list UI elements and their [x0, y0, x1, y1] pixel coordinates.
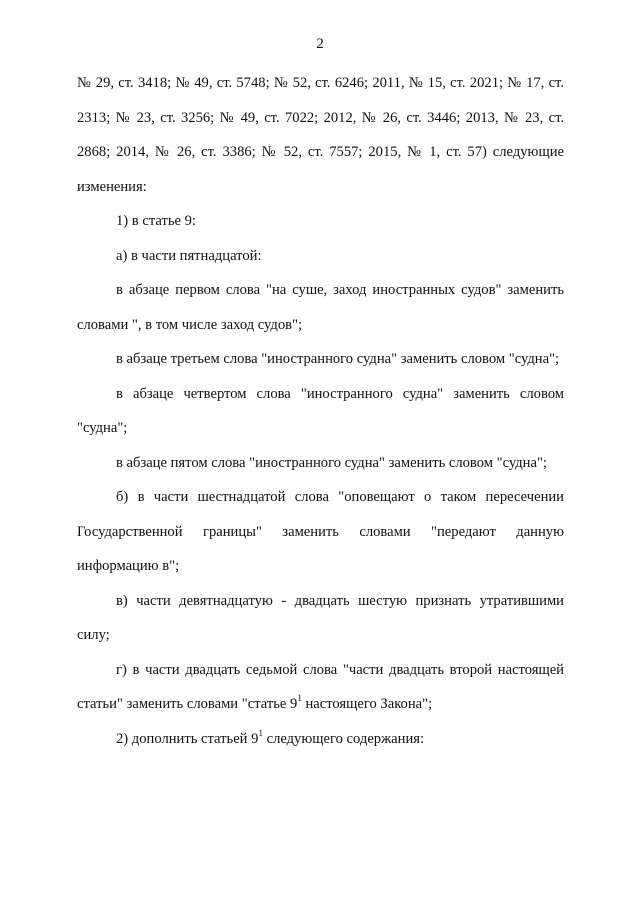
paragraph-abzac-1: в абзаце первом слова "на суше, заход иностранных судов" заменить словами ", в том числе заход судов";	[77, 282, 564, 333]
paragraph-abzac-5: в абзаце пятом слова "иностранного судна" заменить словом "судна";	[116, 454, 547, 471]
superscript-1: 1	[297, 693, 302, 704]
paragraph-item-g-pre: г) в части двадцать седьмой слова "части двадцать второй настоящей статьи" заменить словами "статье 9	[77, 661, 564, 712]
paragraph-item-2	[77, 722, 564, 757]
paragraph-abzac-4: в абзаце четвертом слова "иностранного судна" заменить словом "судна";	[77, 385, 564, 436]
paragraph-item-2-post: следующего содержания:	[262, 730, 425, 747]
paragraph-abzac-3: в абзаце третьем слова "иностранного судна" заменить словом "судна";	[116, 351, 560, 367]
paragraph-item-v: в) части девятнадцатую - двадцать шестую признать утратившими силу;	[77, 592, 564, 643]
document-body	[77, 66, 564, 756]
paragraph-item-b: б) в части шестнадцатой слова "оповещают о таком пересечении Государственной границы" заменить словами "передают данную информацию в";	[77, 489, 564, 574]
superscript-1: 1	[258, 727, 263, 738]
paragraph-item-a: а) в части пятнадцатой:	[116, 247, 262, 264]
page-number: 2	[316, 36, 324, 52]
paragraph-item-g	[77, 653, 564, 722]
paragraph-citations: № 29, ст. 3418; № 49, ст. 5748; № 52, ст. 6246; 2011, № 15, ст. 2021; № 17, ст. 2313; № 23, ст. 3256; № 49, ст. 7022; 2012, № 26, ст. 3446; 2013, № 23, ст. 2868; 2014, № 26, ст. 3386; № 52, ст. 7557; 2015, № 1, ст. 57) следующие изменения:	[77, 75, 564, 195]
paragraph-item-g-post: настоящего Закона";	[301, 696, 433, 712]
paragraph-item-2-pre: 2) дополнить статьей 9	[116, 730, 259, 747]
paragraph-item-1: 1) в статье 9:	[116, 213, 196, 229]
